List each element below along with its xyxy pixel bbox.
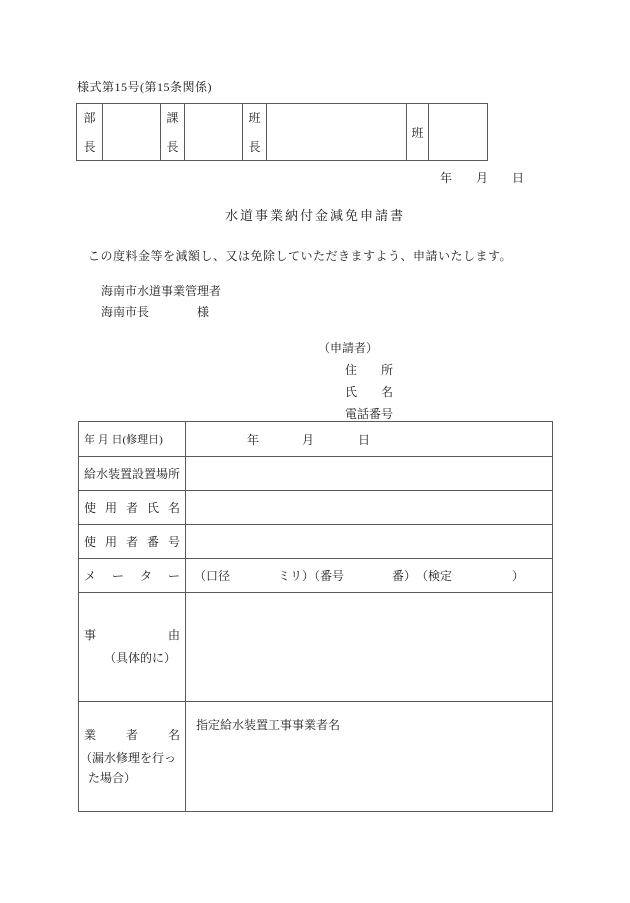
- repair-date-year: 年: [247, 432, 260, 447]
- approval-label-section-chief: 課 長: [166, 111, 179, 154]
- approval-cell-team-leader: [242, 104, 266, 160]
- reason-sublabel: （具体的に）: [104, 651, 177, 665]
- contractor-value-cell: [186, 702, 552, 811]
- approval-cell-section-chief: [160, 104, 184, 160]
- meter-label-cell: [79, 559, 186, 592]
- approval-stamp-table: [76, 103, 488, 161]
- applicant-block: [318, 337, 393, 425]
- reason-label-cell: [79, 593, 186, 701]
- applicant-heading: （申請者）: [318, 341, 379, 355]
- approval-label-team-leader: 班 長: [248, 111, 261, 154]
- user-number-value-cell: [186, 525, 552, 558]
- approval-cell-department-chief: [77, 104, 102, 160]
- installation-location-label: 給水装置設置場所: [84, 467, 181, 481]
- meter-label: メ ー タ ー: [84, 569, 180, 583]
- applicant-fields: [345, 359, 393, 425]
- application-details-table: [78, 421, 553, 812]
- table-row-user-number: [79, 524, 552, 558]
- addressee-line1: 海南市水道事業管理者: [101, 284, 222, 298]
- contractor-label-cell: [79, 702, 186, 811]
- table-row-repair-date: [79, 422, 552, 456]
- document-title: 水道事業納付金減免申請書: [224, 208, 405, 223]
- addressee-block: [101, 281, 221, 323]
- repair-date-month: 月: [302, 432, 315, 447]
- table-row-reason: [79, 592, 552, 701]
- contractor-sublabel: （漏水修理を行った場合）: [80, 750, 177, 785]
- approval-stamp-box-team: [428, 104, 487, 160]
- repair-date-value-cell: [186, 422, 552, 456]
- application-statement: この度料金等を減額し、又は免除していただきますよう、申請いたします。: [88, 249, 513, 263]
- application-date-line: 年 月 日: [440, 171, 525, 185]
- addressee-line2: [101, 302, 221, 323]
- user-name-value-cell: [186, 491, 552, 524]
- repair-date-label: 年 月 日(修理日): [84, 434, 163, 446]
- user-number-label-cell: [79, 525, 186, 558]
- form-number: 様式第15号(第15条関係): [77, 80, 212, 94]
- approval-label-department-chief: 部 長: [83, 111, 96, 154]
- applicant-address-label: 住 所: [345, 363, 394, 377]
- reason-value-cell: [186, 593, 552, 701]
- reason-label: 事 由: [84, 628, 180, 642]
- meter-value: （口径 ミリ）（番号 番） （検定 ）: [194, 569, 525, 583]
- table-row-installation-location: [79, 456, 552, 490]
- table-row-meter: [79, 558, 552, 592]
- table-row-contractor: [79, 701, 552, 811]
- installation-location-label-cell: [79, 457, 186, 490]
- approval-stamp-box-department-chief: [102, 104, 160, 160]
- repair-date-day: 日: [358, 432, 371, 447]
- repair-date-label-cell: [79, 422, 186, 456]
- user-number-label: 使 用 者 番 号: [84, 535, 180, 549]
- user-name-label-cell: [79, 491, 186, 524]
- applicant-phone-label: 電話番号: [345, 407, 394, 421]
- approval-cell-team: [406, 104, 428, 160]
- contractor-label: 業 者 名: [84, 727, 180, 742]
- applicant-name-label: 氏 名: [345, 385, 394, 399]
- meter-value-cell: [186, 559, 552, 592]
- approval-stamp-box-team-leader: [266, 104, 406, 160]
- table-row-user-name: [79, 490, 552, 524]
- approval-label-team: 班: [411, 125, 424, 140]
- contractor-value: 指定給水装置工事事業者名: [196, 718, 341, 732]
- addressee-honorific: 様: [197, 305, 210, 319]
- addressee-name: 海南市長: [101, 305, 150, 319]
- approval-stamp-box-section-chief: [184, 104, 242, 160]
- user-name-label: 使 用 者 氏 名: [84, 501, 180, 515]
- installation-location-value-cell: [186, 457, 552, 490]
